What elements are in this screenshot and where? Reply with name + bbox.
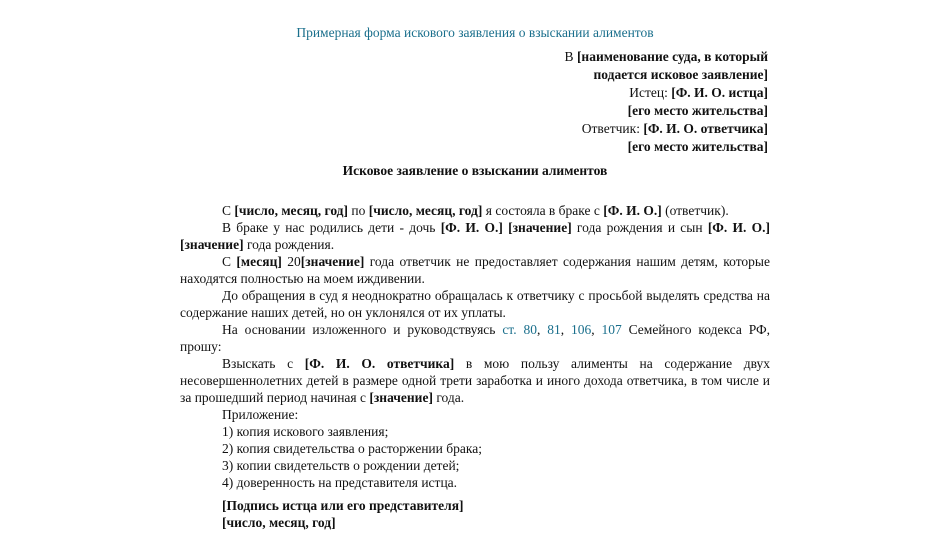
text: С [222, 203, 235, 218]
text: 20 [281, 254, 301, 269]
separator: , [591, 322, 602, 337]
paragraph-no-support [180, 253, 770, 287]
plaintiff-name: [Ф. И. О. истца] [671, 85, 768, 100]
placeholder-month: [месяц] [236, 254, 282, 269]
placeholder-value: [значение] [508, 220, 572, 235]
attachment-item: 3) копии свидетельств о рождении детей; [222, 458, 460, 473]
placeholder-value: [значение] [300, 254, 365, 269]
court-prefix: В [564, 49, 577, 64]
article-link-80[interactable]: ст. 80 [502, 322, 537, 337]
court-name: [наименование суда, в который [576, 49, 768, 64]
text: С [222, 254, 237, 269]
article-link-107[interactable]: 107 [601, 322, 622, 337]
signature-block [222, 497, 464, 531]
court-line-1 [368, 48, 768, 66]
signature-line: [Подпись истца или его представителя] [222, 498, 464, 513]
text: года. [432, 390, 465, 405]
placeholder-defendant: [Ф. И. О. ответчика] [304, 356, 455, 371]
article-link-106[interactable]: 106 [570, 322, 592, 337]
addressee-block [368, 48, 768, 156]
separator: , [560, 322, 571, 337]
text: года рождения. [243, 237, 335, 252]
text: (ответчик). [661, 203, 729, 218]
paragraph-prior-requests [180, 287, 770, 321]
claim-title: Исковое заявление о взыскании алиментов [342, 163, 608, 178]
paragraph-legal-basis [180, 321, 770, 355]
placeholder-name: [Ф. И. О.] [440, 220, 503, 235]
court-line-2: подается исковое заявление] [593, 67, 768, 82]
attachment-item: 2) копия свидетельства о расторжении брака; [222, 441, 482, 456]
defendant-residence: [его место жительства] [627, 139, 768, 154]
paragraph-request [180, 355, 770, 406]
paragraph-marriage [180, 202, 770, 219]
text: Взыскать с [222, 356, 305, 371]
plaintiff-line [368, 84, 768, 102]
plaintiff-label: Истец: [629, 85, 672, 100]
article-link-81[interactable]: 81 [547, 322, 561, 337]
defendant-name: [Ф. И. О. ответчика] [643, 121, 768, 136]
text: года рождения и сын [571, 220, 708, 235]
text: в мою пользу алименты на содержание двух несовершеннолетних детей в размере одной трети заработка и иного дохода ответчика, в том числе и за прошедший период начиная с [180, 356, 770, 405]
paragraph-children [180, 219, 770, 253]
defendant-line [368, 120, 768, 138]
signature-date: [число, месяц, год] [222, 515, 336, 530]
placeholder-date: [число, месяц, год] [234, 203, 349, 218]
attachments-list [222, 406, 772, 491]
text: На основании изложенного и руководствуясь [222, 322, 503, 337]
separator: , [536, 322, 548, 337]
placeholder-date: [число, месяц, год] [368, 203, 483, 218]
text: года ответчик не предоставляет содержания нашим детям, которые находятся полностью на моем иждивении. [180, 254, 770, 286]
placeholder-value: [значение] [180, 237, 244, 252]
placeholder-name: [Ф. И. О.] [603, 203, 662, 218]
text: В браке у нас родились дети - дочь [222, 220, 441, 235]
defendant-label: Ответчик: [581, 121, 644, 136]
attachment-item: 1) копия искового заявления; [222, 424, 389, 439]
placeholder-name: [Ф. И. О.] [707, 220, 770, 235]
claim-body [180, 202, 770, 406]
text: Семейного кодекса РФ, прошу: [180, 322, 771, 354]
form-title: Примерная форма искового заявления о взыскании алиментов [296, 25, 654, 40]
text: я состояла в браке с [482, 203, 604, 218]
text: по [348, 203, 369, 218]
placeholder-value: [значение] [369, 390, 433, 405]
attachments-heading: Приложение: [222, 407, 299, 422]
text: До обращения в суд я неоднократно обращалась к ответчику с просьбой выделять средства на содержание наших детей, но он уклонялся от их уплаты. [180, 288, 770, 320]
plaintiff-residence: [его место жительства] [627, 103, 768, 118]
attachment-item: 4) доверенность на представителя истца. [222, 475, 458, 490]
